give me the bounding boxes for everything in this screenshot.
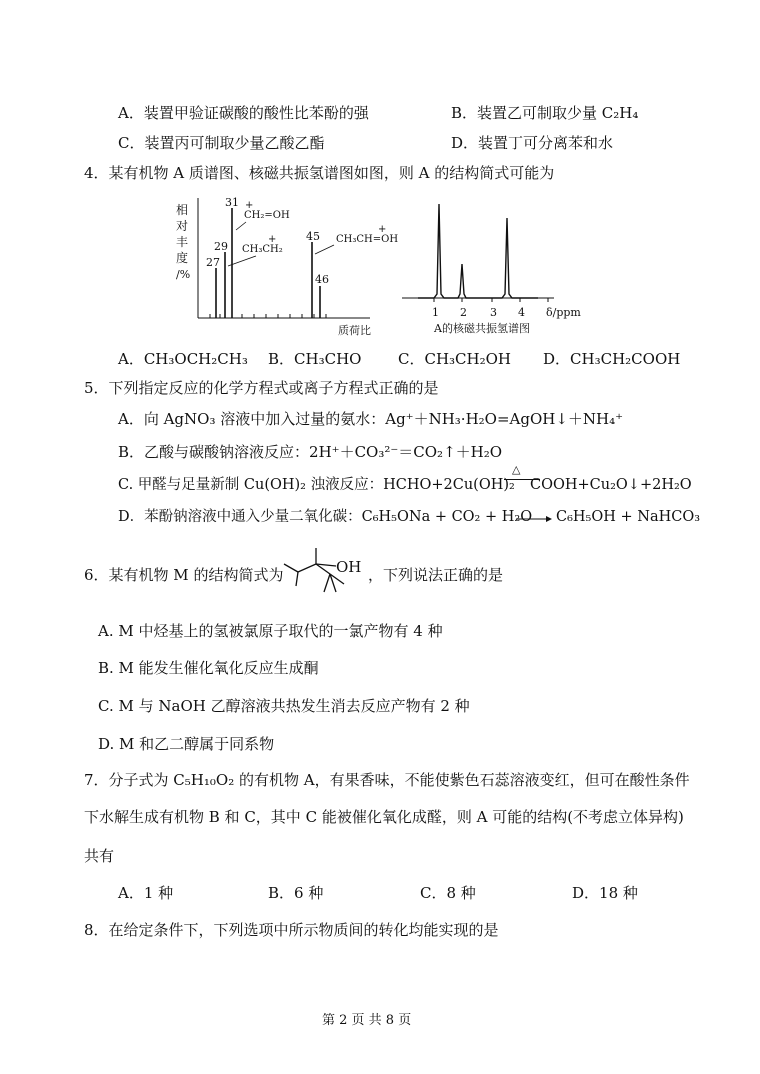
nmr-tick-2: 2 (460, 306, 467, 319)
q6-stem-left: 6．某有机物 M 的结构简式为 (84, 566, 284, 584)
q7-option-a: A．1 种 (118, 884, 174, 902)
q7-option-c: C．8 种 (420, 884, 476, 902)
q4-option-b: B．CH₃CHO (268, 350, 362, 368)
q5-d-arrow (516, 514, 552, 524)
peak-label-46: 46 (315, 273, 329, 286)
nmr-caption: A的核磁共振氢谱图 (434, 322, 530, 335)
ion-ch2oh: CH₂=OH (244, 210, 290, 221)
q5-stem: 5．下列指定反应的化学方程式或离子方程式正确的是 (84, 379, 439, 397)
page-footer: 第 2 页 共 8 页 (322, 1013, 412, 1028)
q6-stem-right: ，下列说法正确的是 (368, 566, 504, 584)
svg-text:/%: /% (176, 268, 191, 281)
oh-group: OH (336, 558, 362, 576)
peak-label-45: 45 (306, 230, 320, 243)
q5-option-d: D．苯酚钠溶液中通入少量二氧化碳：C₆H₅ONa + CO₂ + H₂O (118, 509, 533, 525)
q5-option-a: A．向 AgNO₃ 溶液中加入过量的氨水：Ag⁺＋NH₃·H₂O=AgOH↓＋NH₄⁺ (118, 410, 624, 428)
q5-c-condition: △ (512, 463, 521, 476)
svg-text:对: 对 (176, 219, 189, 233)
svg-text:相: 相 (176, 203, 189, 217)
svg-text:度: 度 (176, 251, 189, 265)
q5-d-products: C₆H₅OH + NaHCO₃ (556, 509, 701, 525)
q5-option-b: B．乙酸与碳酸钠溶液反应：2H⁺＋CO₃²⁻＝CO₂↑＋H₂O (118, 443, 503, 461)
peak-label-27: 27 (206, 256, 220, 269)
nmr-tick-4: 4 (518, 306, 525, 319)
nmr-tick-1: 1 (432, 306, 439, 319)
peak-label-31: 31 (225, 196, 239, 209)
q4-stem: 4．某有机物 A 质谱图、核磁共振氢谱图如图，则 A 的结构简式可能为 (84, 164, 555, 182)
ion-ch3choh: CH₃CH=OH (336, 234, 399, 245)
ms-xlabel: 质荷比 (338, 324, 371, 337)
nmr-chart (398, 198, 594, 338)
q3-option-a: A．装置甲验证碳酸的酸性比苯酚的强 (118, 104, 369, 122)
nmr-xlabel: δ/ppm (546, 306, 581, 319)
q7-option-d: D．18 种 (572, 884, 638, 902)
q4-option-d: D．CH₃CH₂COOH (543, 350, 681, 368)
mass-spectrum-chart (170, 190, 399, 338)
q6-option-d: D. M 和乙二醇属于同系物 (98, 735, 275, 753)
q3-option-d: D．装置丁可分离苯和水 (451, 134, 614, 152)
ion-plus-2: + (268, 234, 277, 245)
molecule-m-structure (280, 544, 370, 600)
q6-option-a: A. M 中烃基上的氢被氯原子取代的一氯产物有 4 种 (98, 622, 443, 640)
nmr-spectrum-line (418, 204, 538, 298)
q8-stem: 8．在给定条件下，下列选项中所示物质间的转化均能实现的是 (84, 921, 499, 939)
q3-option-c: C．装置丙可制取少量乙酸乙酯 (118, 134, 325, 152)
q7-line1: 7．分子式为 C₅H₁₀O₂ 的有机物 A，有果香味，不能使紫色石蕊溶液变红，但可在酸性条件 (84, 771, 690, 789)
svg-text:丰: 丰 (176, 235, 189, 249)
q6-option-b: B. M 能发生催化氧化反应生成酮 (98, 659, 319, 677)
ion-plus-3: + (378, 224, 387, 235)
q3-option-b: B．装置乙可制取少量 C₂H₄ (451, 104, 639, 122)
q7-line3: 共有 (84, 847, 115, 865)
q5-option-c: C. 甲醛与足量新制 Cu(OH)₂ 浊液反应：HCHO+2Cu(OH)₂ (118, 477, 515, 493)
q4-option-c: C．CH₃CH₂OH (398, 350, 511, 368)
ion-ch3ch2: CH₃CH₂ (242, 244, 283, 255)
q6-option-c: C. M 与 NaOH 乙醇溶液共热发生消去反应产物有 2 种 (98, 697, 470, 715)
ion-plus-1: + (245, 200, 254, 211)
q4-option-a: A．CH₃OCH₂CH₃ (118, 350, 248, 368)
peak-label-29: 29 (214, 240, 228, 253)
nmr-tick-3: 3 (490, 306, 497, 319)
q7-line2: 下水解生成有机物 B 和 C，其中 C 能被催化氧化成醛，则 A 可能的结构(不考虑立体异构) (84, 808, 684, 826)
q7-option-b: B．6 种 (268, 884, 324, 902)
q5-c-products: COOH+Cu₂O↓+2H₂O (530, 477, 692, 493)
